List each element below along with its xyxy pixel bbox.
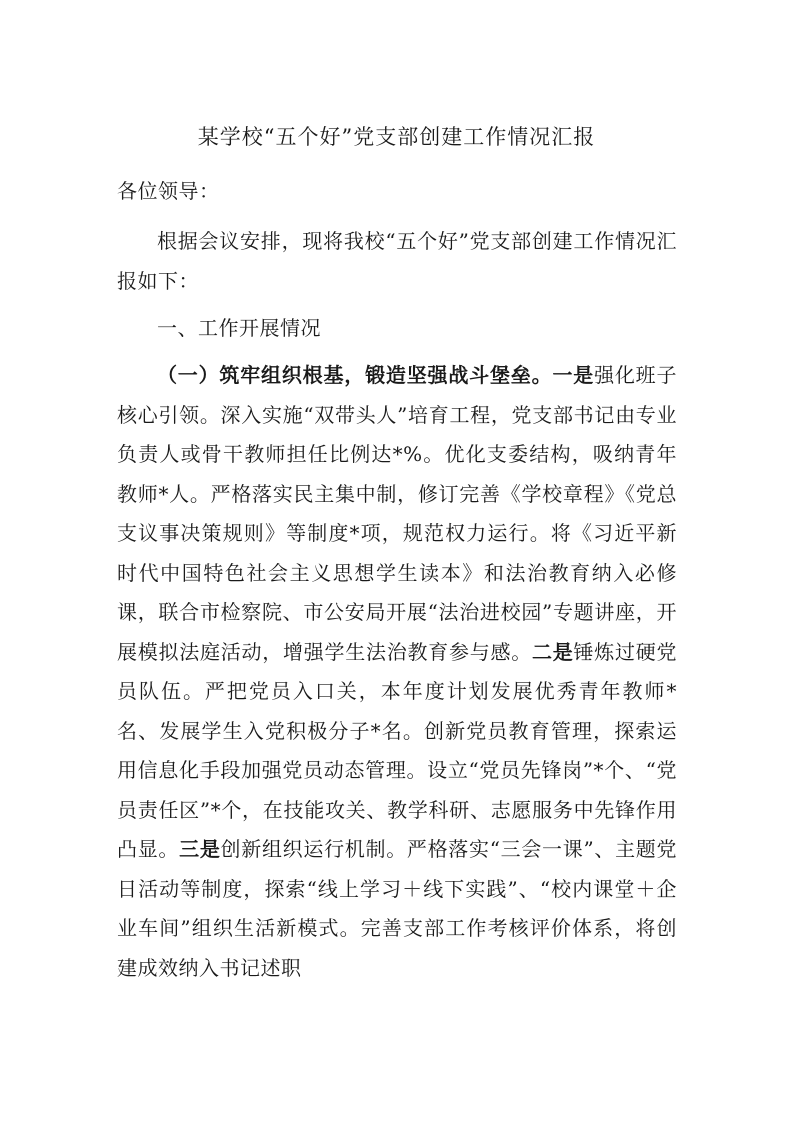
point-label-3: 三是 (179, 837, 221, 861)
body-paragraph (117, 356, 677, 988)
point-text-2: 锤炼过硬党员队伍。严把党员入口关，本年度计划发展优秀青年教师*名、发展学生入党积极分子*名。创新党员教育管理，探索运用信息化手段加强党员动态管理。设立“党员先锋岗”*个、“党员责任区”*个，在技能攻关、教学科研、志愿服务中先锋作用凸显。 (117, 639, 677, 861)
section-heading: 一、工作开展情况 (157, 316, 321, 340)
intro-paragraph: 根据会议安排，现将我校“五个好”党支部创建工作情况汇报如下： (117, 229, 677, 293)
point-label-2: 二是 (532, 639, 574, 664)
salutation: 各位领导： (117, 179, 220, 203)
point-label-1: 一是 (552, 363, 595, 387)
document-title: 某学校“五个好”党支部创建工作情况汇报 (197, 125, 596, 149)
point-text-1: 强化班子核心引领。深入实施“双带头人”培育工程，党支部书记由专业负责人或骨干教师担任比例达*%。优化支委结构，吸纳青年教师*人。严格落实民主集中制，修订完善《学校章程》《党总支议事决策规则》等制度*项，规范权力运行。将《习近平新时代中国特色社会主义思想学生读本》和法治教育纳入必修课，联合市检察院、市公安局开展“法治进校园”专题讲座，开展模拟法庭活动，增强学生法治教育参与感。 (117, 363, 677, 664)
subsection-heading: （一）筑牢组织根基，锻造坚强战斗堡垒。 (157, 363, 553, 387)
point-text-3: 创新组织运行机制。严格落实“三会一课”、主题党日活动等制度，探索“线上学习＋线下实践”、“校内课堂＋企业车间”组织生活新模式。完善支部工作考核评价体系，将创建成效纳入书记述职 (117, 837, 678, 980)
